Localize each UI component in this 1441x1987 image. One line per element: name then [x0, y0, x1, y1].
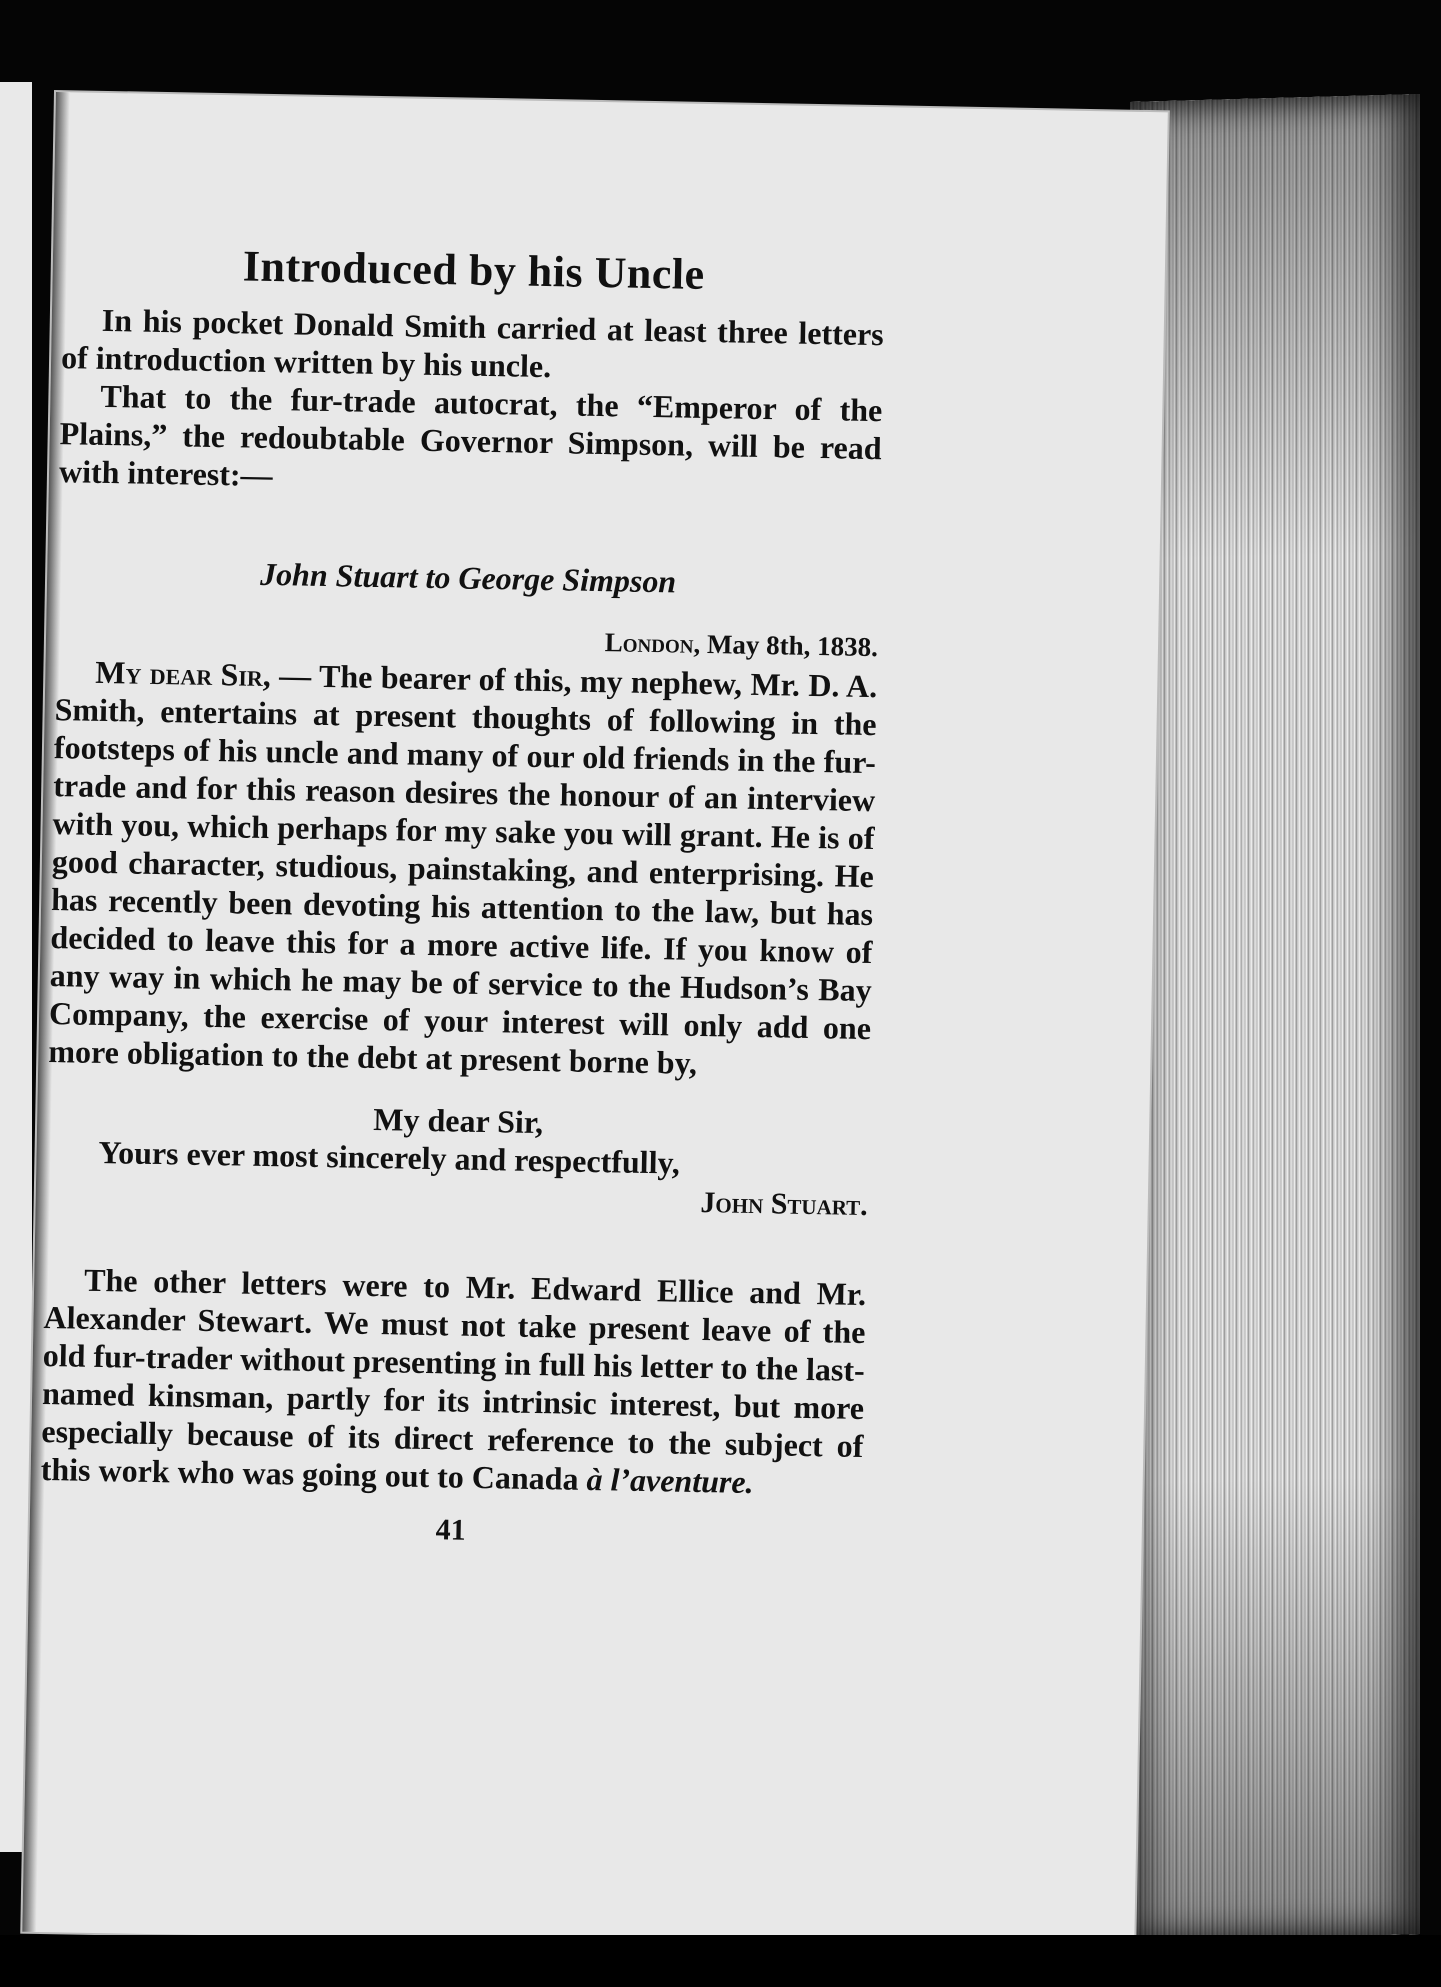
letter-closing-line: Yours ever most sincerely and respectfully, [98, 1133, 681, 1181]
book-page [22, 92, 1168, 1952]
page-content [39, 237, 885, 1555]
page-heading: Introduced by his Uncle [242, 241, 706, 299]
final-paragraph-italic: à l’aventure. [586, 1460, 754, 1501]
letter-signature: John Stuart. [700, 1185, 869, 1223]
final-paragraph [40, 1260, 866, 1503]
final-paragraph-text: The other letters were to Mr. Edward Ellice and Mr. Alexander Stewart. We must not take present leave of the old fur-trader without presenting in full his letter to the last-named kinsman, partly for its intrinsic interest, but more especially because of its direct reference to the subject of this work who was going out to Canada [40, 1261, 867, 1497]
letter-body-text: — The bearer of this, my nephew, Mr. D. A. Smith, entertains at present thoughts of following in the footsteps of his uncle and many of our old friends in the fur-trade and for this reason desires the honour of an interview with you, which perhaps for my sake you will grant. He is of good character, studious, painstaking, and enterprising. He has recently been devoting his attention to the law, but has decided to leave this for a more active life. If you know of any way in which he may be of service to the Hudson’s Bay Company, the exercise of your interest will only add one more obligation to the debt at present borne by, [48, 657, 878, 1081]
bottom-shadow [0, 1935, 1441, 1987]
book-fore-edge [1130, 94, 1420, 1942]
dateline-date: May 8th, 1838. [699, 628, 879, 663]
letter-salutation: My dear Sir, [95, 653, 272, 694]
page-number: 41 [435, 1513, 467, 1547]
intro-paragraph-2: That to the fur-trade autocrat, the “Emperor of the Plains,” the redoubtable Governor Simpson, will be read with interest:— [58, 377, 883, 494]
letter-closing-salutation: My dear Sir, [373, 1100, 544, 1141]
letter-title: John Stuart to George Simpson [259, 555, 677, 600]
dateline-place: London, [604, 627, 701, 659]
intro-paragraph-1: In his pocket Donald Smith carried at least three letters of introduction written by his uncle. [60, 301, 885, 385]
previous-page-edge [0, 82, 32, 1852]
letter-body [48, 652, 878, 1085]
